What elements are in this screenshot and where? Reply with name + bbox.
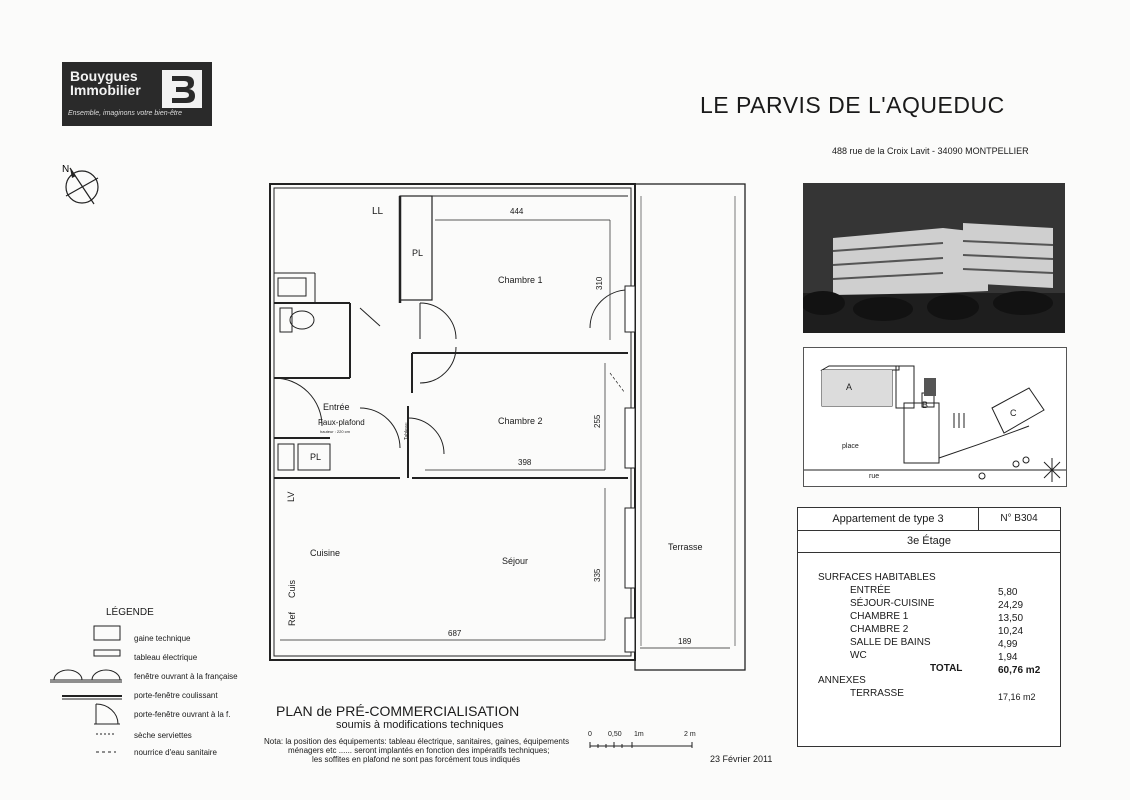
- scale-2m: 2 m: [684, 731, 696, 738]
- legend-item-tableau: tableau électrique: [134, 653, 198, 662]
- legend-symbols: [50, 624, 130, 760]
- compass-north-label: N: [62, 164, 70, 175]
- site-block-a: A: [846, 382, 853, 392]
- plan-subtitle: soumis à modifications techniques: [336, 719, 504, 731]
- terrasse-label: TERRASSE: [850, 688, 904, 699]
- floor-plan: [260, 178, 760, 678]
- site-block-b: B: [922, 400, 929, 410]
- fenetre-francaise-icon: [50, 670, 122, 682]
- site-plan: [803, 347, 1067, 487]
- surface-label-chambre-1: CHAMBRE 1: [850, 611, 909, 622]
- tableau-label: Tableau: [404, 422, 410, 440]
- scale-050: 0,50: [608, 731, 622, 738]
- dim-687: 687: [448, 629, 462, 638]
- room-label-pl-top: PL: [412, 248, 424, 258]
- room-label-ll: LL: [372, 206, 384, 217]
- room-label-chambre-2: Chambre 2: [498, 416, 543, 426]
- surface-label-salle-de-bains: SALLE DE BAINS: [850, 637, 931, 648]
- total-label: TOTAL: [930, 663, 963, 674]
- apartment-info-box: [797, 507, 1061, 747]
- room-label-chambre-1: Chambre 1: [498, 275, 543, 285]
- legend-title: LÉGENDE: [106, 607, 154, 618]
- surface-label-wc: WC: [850, 650, 867, 661]
- room-label-cuis: Cuis: [287, 579, 297, 598]
- faux-plafond-note: hauteur : 220 cm: [320, 429, 351, 434]
- logo-line-1: Bouygues: [70, 68, 138, 84]
- room-label-terrasse: Terrasse: [668, 542, 703, 552]
- scale-0: 0: [588, 731, 592, 738]
- note-line-2: ménagers etc ...... seront implantés en fonction des impératifs techniques;: [288, 746, 550, 755]
- terrace-outline: [635, 184, 745, 670]
- room-label-entree: Entrée: [323, 402, 350, 412]
- apartment-type: Appartement de type 3: [798, 508, 979, 531]
- dim-335: 335: [593, 568, 602, 582]
- site-block-c: C: [1010, 408, 1017, 418]
- note-line-3: les soffites en plafond ne sont pas forcément tous indiqués: [312, 755, 520, 764]
- tableau-electrique-icon: [94, 650, 120, 656]
- surface-value-salle-de-bains: 4,99: [998, 639, 1018, 650]
- scale-1m: 1m: [634, 731, 644, 738]
- gaine-technique-icon: [94, 626, 120, 640]
- porte-fenetre-coulissant-icon: [62, 696, 122, 699]
- annexes-title: ANNEXES: [818, 675, 866, 686]
- legend-item-nourrice: nourrice d'eau sanitaire: [134, 748, 217, 757]
- dim-189: 189: [678, 637, 692, 646]
- surface-label-entree: ENTRÉE: [850, 585, 891, 596]
- dim-398: 398: [518, 458, 532, 467]
- surface-value-chambre-2: 10,24: [998, 626, 1024, 637]
- surface-value-wc: 1,94: [998, 652, 1018, 663]
- room-label-pl-bottom: PL: [310, 452, 322, 462]
- plan-title: PLAN de PRÉ-COMMERCIALISATION: [276, 703, 520, 719]
- surface-label-sejour-cuisine: SÉJOUR-CUISINE: [850, 598, 935, 609]
- terrasse-value: 17,16 m2: [998, 692, 1036, 702]
- legend-item-seche-serviettes: sèche serviettes: [134, 731, 192, 740]
- scale-bar: [588, 740, 698, 750]
- dim-255: 255: [593, 414, 602, 428]
- dim-444: 444: [510, 207, 524, 216]
- room-label-ref: Ref: [287, 611, 297, 626]
- surface-label-chambre-2: CHAMBRE 2: [850, 624, 909, 635]
- logo-line-2: Immobilier: [70, 82, 141, 98]
- project-title: LE PARVIS DE L'AQUEDUC: [700, 92, 1005, 118]
- plan-date: 23 Février 2011: [710, 754, 773, 764]
- project-address: 488 rue de la Croix Lavit - 34090 MONTPELLIER: [832, 146, 1029, 156]
- logo-b-mark-icon: [162, 68, 202, 108]
- dim-310: 310: [595, 276, 604, 290]
- bouygues-logo: [62, 62, 212, 126]
- room-label-sejour: Séjour: [502, 556, 529, 566]
- legend-item-gaine: gaine technique: [134, 634, 191, 643]
- surface-value-sejour-cuisine: 24,29: [998, 600, 1024, 611]
- room-label-cuisine: Cuisine: [310, 548, 341, 558]
- legend-item-fenetre: fenêtre ouvrant à la française: [134, 672, 238, 681]
- building-photo: [803, 183, 1065, 333]
- room-label-faux-plafond: Faux-plafond: [318, 418, 365, 427]
- surface-value-entree: 5,80: [998, 587, 1018, 598]
- surfaces-title: SURFACES HABITABLES: [818, 572, 936, 583]
- apartment-number: N° B304: [978, 508, 1060, 531]
- legend-item-ouvrant: porte-fenêtre ouvrant à la f.: [134, 710, 231, 719]
- room-label-lv: LV: [286, 491, 296, 502]
- site-rue-label: rue: [869, 473, 880, 480]
- total-value: 60,76 m2: [998, 665, 1041, 676]
- apartment-floor: 3e Étage: [798, 530, 1060, 553]
- compass-icon: [58, 160, 106, 210]
- note-line-1: Nota: la position des équipements: tableau électrique, sanitaires, gaines, équipements: [264, 737, 570, 746]
- legend-item-coulissant: porte-fenêtre coulissant: [134, 691, 218, 700]
- porte-fenetre-ouvrant-icon: [94, 704, 120, 724]
- logo-tagline: Ensemble, imaginons votre bien-être: [68, 110, 183, 117]
- site-place-label: place: [842, 443, 859, 450]
- surface-value-chambre-1: 13,50: [998, 613, 1024, 624]
